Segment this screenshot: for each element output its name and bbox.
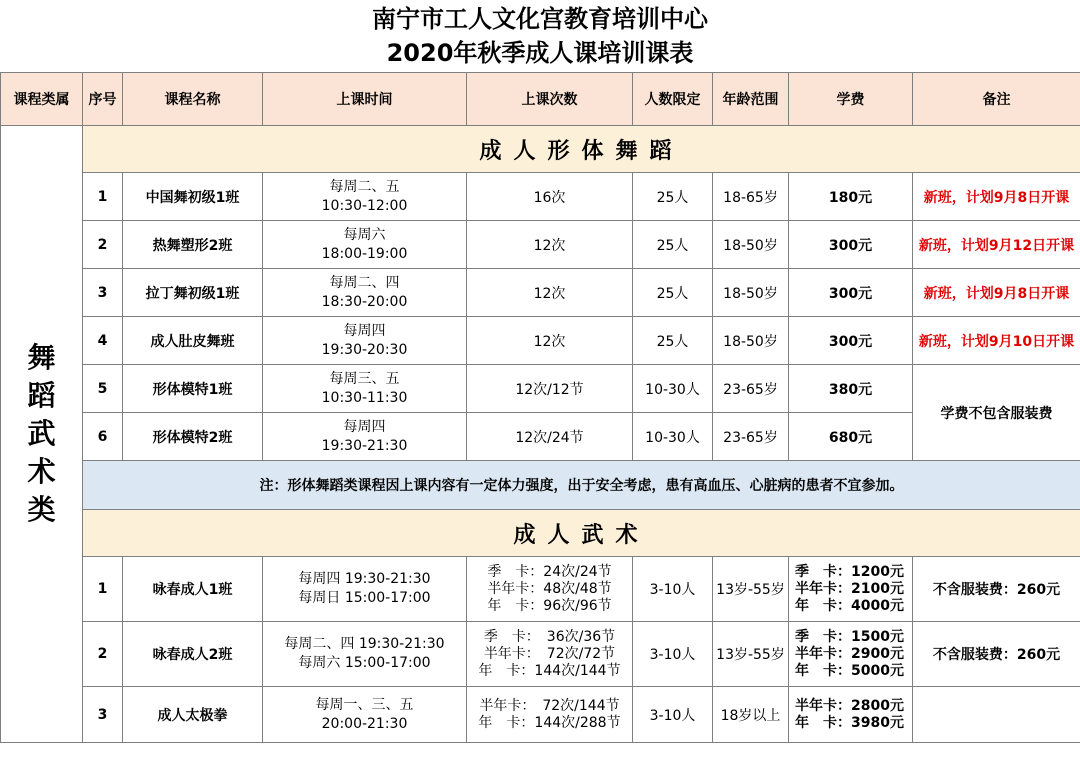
category-cell: 舞 蹈 武 术 类 — [1, 126, 83, 743]
table-cell: 成人肚皮舞班 — [123, 317, 263, 365]
header-cell: 人数限定 — [633, 73, 713, 126]
table-cell: 23-65岁 — [713, 365, 789, 413]
table-cell: 半年卡： 72次/144节 年 卡：144次/288节 — [467, 687, 633, 743]
table-cell: 25人 — [633, 173, 713, 221]
header-cell: 年龄范围 — [713, 73, 789, 126]
table-cell: 3-10人 — [633, 687, 713, 743]
table-row — [1, 221, 1080, 269]
table-cell: 680元 — [789, 413, 913, 461]
remark-cell: 新班，计划9月10日开课 — [913, 317, 1080, 365]
table-cell: 每周二、四 18:30-20:00 — [263, 269, 467, 317]
table-row — [1, 622, 1080, 687]
table-cell: 5 — [83, 365, 123, 413]
table-cell: 季 卡：1200元 半年卡：2100元 年 卡：4000元 — [789, 557, 913, 622]
section-header-dance: 成人形体舞蹈 — [83, 126, 1080, 173]
table-cell: 成人太极拳 — [123, 687, 263, 743]
schedule-table — [0, 72, 1080, 743]
table-cell: 3 — [83, 269, 123, 317]
table-cell: 2 — [83, 221, 123, 269]
table-cell: 18-50岁 — [713, 317, 789, 365]
header-row — [1, 73, 1080, 126]
table-cell: 1 — [83, 557, 123, 622]
table-cell: 形体模特1班 — [123, 365, 263, 413]
header-cell: 备注 — [913, 73, 1080, 126]
remark-cell: 新班，计划9月8日开课 — [913, 173, 1080, 221]
table-cell: 季 卡：1500元 半年卡：2900元 年 卡：5000元 — [789, 622, 913, 687]
table-cell: 13岁-55岁 — [713, 557, 789, 622]
table-cell: 形体模特2班 — [123, 413, 263, 461]
table-cell: 4 — [83, 317, 123, 365]
table-cell: 16次 — [467, 173, 633, 221]
header-cell: 课程名称 — [123, 73, 263, 126]
header-cell: 序号 — [83, 73, 123, 126]
table-row — [1, 557, 1080, 622]
table-cell: 18-50岁 — [713, 221, 789, 269]
table-cell: 12次 — [467, 269, 633, 317]
table-cell: 每周四 19:30-21:30 — [263, 413, 467, 461]
table-cell: 中国舞初级1班 — [123, 173, 263, 221]
table-cell: 拉丁舞初级1班 — [123, 269, 263, 317]
title-line-1: 南宁市工人文化宫教育培训中心 — [0, 2, 1080, 36]
table-cell: 咏春成人1班 — [123, 557, 263, 622]
table-cell: 2 — [83, 622, 123, 687]
safety-note: 注：形体舞蹈类课程因上课内容有一定体力强度，出于安全考虑，患有高血压、心脏病的患者不宜参加。 — [83, 461, 1080, 510]
remark-cell: 新班，计划9月12日开课 — [913, 221, 1080, 269]
table-cell: 12次 — [467, 317, 633, 365]
table-cell: 25人 — [633, 317, 713, 365]
table-cell: 12次 — [467, 221, 633, 269]
table-cell: 咏春成人2班 — [123, 622, 263, 687]
remark-cell: 新班，计划9月8日开课 — [913, 269, 1080, 317]
table-cell: 3-10人 — [633, 557, 713, 622]
table-cell: 3 — [83, 687, 123, 743]
header-cell: 学费 — [789, 73, 913, 126]
table-cell: 18岁以上 — [713, 687, 789, 743]
table-cell: 每周四 19:30-21:30 每周日 15:00-17:00 — [263, 557, 467, 622]
table-cell: 每周一、三、五 20:00-21:30 — [263, 687, 467, 743]
table-cell: 每周四 19:30-20:30 — [263, 317, 467, 365]
table-cell: 180元 — [789, 173, 913, 221]
table-cell: 6 — [83, 413, 123, 461]
table-row — [1, 173, 1080, 221]
remark-cell: 不含服装费：260元 — [913, 557, 1080, 622]
table-cell: 季 卡：24次/24节 半年卡：48次/48节 年 卡：96次/96节 — [467, 557, 633, 622]
table-cell: 25人 — [633, 269, 713, 317]
table-cell: 热舞塑形2班 — [123, 221, 263, 269]
table-cell: 23-65岁 — [713, 413, 789, 461]
table-row — [1, 317, 1080, 365]
table-cell: 12次/12节 — [467, 365, 633, 413]
header-cell: 课程类属 — [1, 73, 83, 126]
section-header-martial: 成人武术 — [83, 510, 1080, 557]
table-cell: 300元 — [789, 269, 913, 317]
table-cell: 13岁-55岁 — [713, 622, 789, 687]
header-cell: 上课次数 — [467, 73, 633, 126]
table-cell: 300元 — [789, 221, 913, 269]
table-cell: 1 — [83, 173, 123, 221]
table-cell: 10-30人 — [633, 365, 713, 413]
table-cell: 18-65岁 — [713, 173, 789, 221]
remark-cell: 不含服装费：260元 — [913, 622, 1080, 687]
table-cell: 每周三、五 10:30-11:30 — [263, 365, 467, 413]
table-cell: 12次/24节 — [467, 413, 633, 461]
table-cell: 半年卡：2800元 年 卡：3980元 — [789, 687, 913, 743]
table-cell: 3-10人 — [633, 622, 713, 687]
table-cell: 18-50岁 — [713, 269, 789, 317]
table-cell: 每周二、四 19:30-21:30 每周六 15:00-17:00 — [263, 622, 467, 687]
table-cell: 10-30人 — [633, 413, 713, 461]
table-row — [1, 365, 1080, 413]
title-line-2: 2020年秋季成人课培训课表 — [0, 36, 1080, 70]
table-cell: 380元 — [789, 365, 913, 413]
remark-cell: 学费不包含服装费 — [913, 365, 1080, 461]
table-row — [1, 687, 1080, 743]
remark-cell — [913, 687, 1080, 743]
table-row — [1, 269, 1080, 317]
table-cell: 300元 — [789, 317, 913, 365]
table-cell: 季 卡： 36次/36节 半年卡： 72次/72节 年 卡：144次/144节 — [467, 622, 633, 687]
table-cell: 每周二、五 10:30-12:00 — [263, 173, 467, 221]
header-cell: 上课时间 — [263, 73, 467, 126]
table-cell: 每周六 18:00-19:00 — [263, 221, 467, 269]
table-cell: 25人 — [633, 221, 713, 269]
